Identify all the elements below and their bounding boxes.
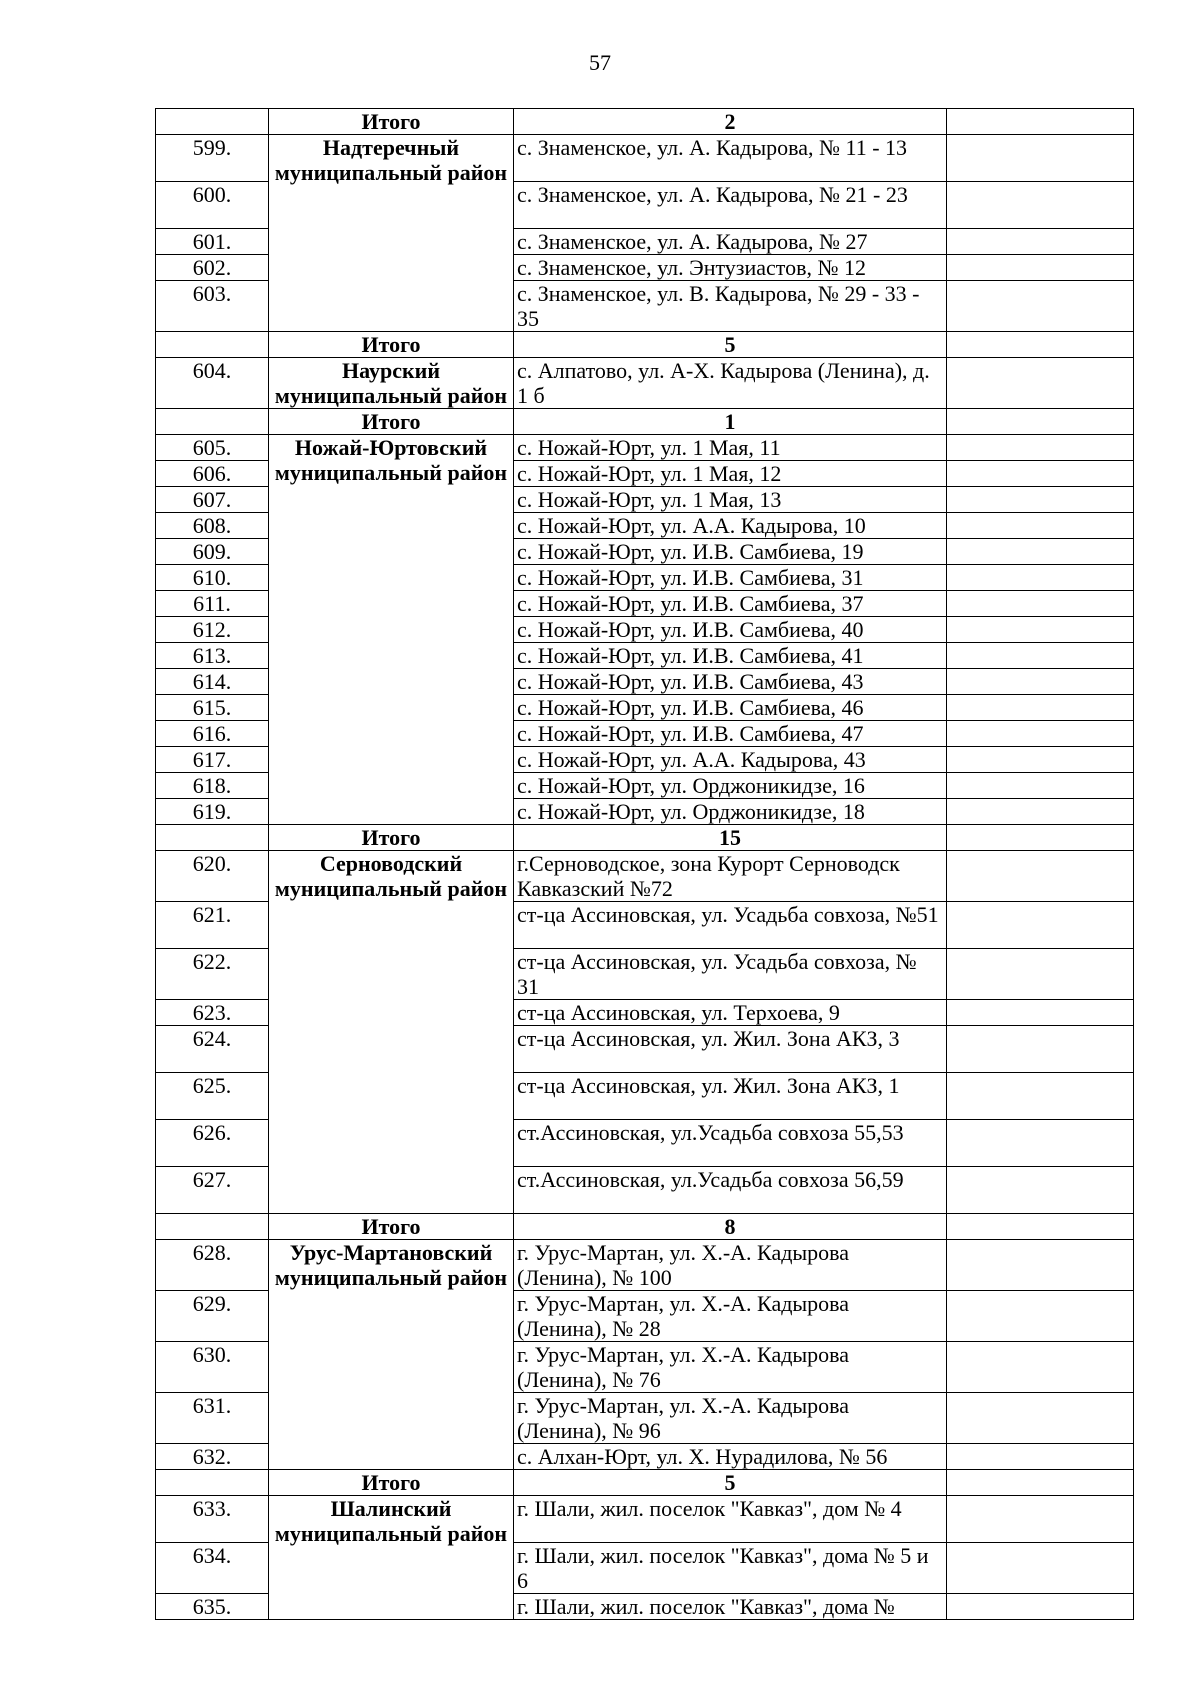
total-label: Итого	[269, 825, 514, 851]
row-number: 606.	[156, 461, 269, 487]
row-number: 600.	[156, 182, 269, 229]
note-cell	[947, 825, 1134, 851]
note-cell	[947, 513, 1134, 539]
address-cell: г.Серноводское, зона Курорт Серноводск Кавказский №72	[514, 851, 947, 902]
total-row	[156, 825, 1134, 851]
note-cell	[947, 461, 1134, 487]
total-label: Итого	[269, 409, 514, 435]
note-cell	[947, 255, 1134, 281]
note-cell	[947, 135, 1134, 182]
registry-table-body	[156, 109, 1134, 1620]
table-row	[156, 435, 1134, 461]
total-num-cell	[156, 825, 269, 851]
note-cell	[947, 695, 1134, 721]
district-name: Урус-Мартановский муниципальный район	[269, 1240, 514, 1470]
note-cell	[947, 109, 1134, 135]
table-row	[156, 358, 1134, 409]
row-number: 622.	[156, 949, 269, 1000]
total-label: Итого	[269, 1214, 514, 1240]
address-cell: г. Шали, жил. поселок "Кавказ", дома № 5 и 6	[514, 1543, 947, 1594]
row-number: 616.	[156, 721, 269, 747]
row-number: 607.	[156, 487, 269, 513]
note-cell	[947, 1342, 1134, 1393]
address-cell: ст-ца Ассиновская, ул. Жил. Зона АКЗ, 1	[514, 1073, 947, 1120]
row-number: 619.	[156, 799, 269, 825]
address-cell: с. Ножай-Юрт, ул. Орджоникидзе, 16	[514, 773, 947, 799]
address-cell: с. Знаменское, ул. В. Кадырова, № 29 - 33 - 35	[514, 281, 947, 332]
row-number: 629.	[156, 1291, 269, 1342]
total-value: 15	[514, 825, 947, 851]
row-number: 609.	[156, 539, 269, 565]
address-cell: ст-ца Ассиновская, ул. Жил. Зона АКЗ, 3	[514, 1026, 947, 1073]
row-number: 630.	[156, 1342, 269, 1393]
note-cell	[947, 1393, 1134, 1444]
address-cell: с. Алпатово, ул. А-Х. Кадырова (Ленина), д. 1 б	[514, 358, 947, 409]
note-cell	[947, 539, 1134, 565]
note-cell	[947, 1496, 1134, 1543]
note-cell	[947, 281, 1134, 332]
note-cell	[947, 435, 1134, 461]
row-number: 605.	[156, 435, 269, 461]
note-cell	[947, 332, 1134, 358]
note-cell	[947, 902, 1134, 949]
note-cell	[947, 851, 1134, 902]
address-cell: г. Урус-Мартан, ул. Х.-А. Кадырова (Ленина), № 28	[514, 1291, 947, 1342]
address-cell: г. Урус-Мартан, ул. Х.-А. Кадырова (Ленина), № 96	[514, 1393, 947, 1444]
row-number: 627.	[156, 1167, 269, 1214]
address-cell: г. Шали, жил. поселок "Кавказ", дом № 4	[514, 1496, 947, 1543]
note-cell	[947, 747, 1134, 773]
address-cell: с. Знаменское, ул. А. Кадырова, № 11 - 13	[514, 135, 947, 182]
note-cell	[947, 565, 1134, 591]
row-number: 613.	[156, 643, 269, 669]
note-cell	[947, 182, 1134, 229]
address-cell: ст-ца Ассиновская, ул. Усадьба совхоза, №51	[514, 902, 947, 949]
address-cell: г. Урус-Мартан, ул. Х.-А. Кадырова (Ленина), № 100	[514, 1240, 947, 1291]
table-row	[156, 135, 1134, 182]
note-cell	[947, 1594, 1134, 1620]
total-value: 2	[514, 109, 947, 135]
row-number: 635.	[156, 1594, 269, 1620]
total-row	[156, 1214, 1134, 1240]
address-cell: с. Ножай-Юрт, ул. А.А. Кадырова, 43	[514, 747, 947, 773]
total-num-cell	[156, 409, 269, 435]
row-number: 621.	[156, 902, 269, 949]
total-num-cell	[156, 332, 269, 358]
note-cell	[947, 617, 1134, 643]
address-cell: с. Ножай-Юрт, ул. А.А. Кадырова, 10	[514, 513, 947, 539]
note-cell	[947, 409, 1134, 435]
row-number: 633.	[156, 1496, 269, 1543]
row-number: 625.	[156, 1073, 269, 1120]
table-row	[156, 1496, 1134, 1543]
address-cell: с. Ножай-Юрт, ул. И.В. Самбиева, 19	[514, 539, 947, 565]
row-number: 618.	[156, 773, 269, 799]
address-cell: с. Ножай-Юрт, ул. И.В. Самбиева, 47	[514, 721, 947, 747]
address-cell: с. Ножай-Юрт, ул. И.В. Самбиева, 46	[514, 695, 947, 721]
note-cell	[947, 1214, 1134, 1240]
note-cell	[947, 1167, 1134, 1214]
note-cell	[947, 1240, 1134, 1291]
total-num-cell	[156, 1470, 269, 1496]
row-number: 626.	[156, 1120, 269, 1167]
row-number: 617.	[156, 747, 269, 773]
note-cell	[947, 1470, 1134, 1496]
district-name: Серноводский муниципальный район	[269, 851, 514, 1214]
address-cell: с. Ножай-Юрт, ул. 1 Мая, 11	[514, 435, 947, 461]
row-number: 612.	[156, 617, 269, 643]
note-cell	[947, 669, 1134, 695]
address-cell: с. Ножай-Юрт, ул. 1 Мая, 12	[514, 461, 947, 487]
row-number: 615.	[156, 695, 269, 721]
total-row	[156, 1470, 1134, 1496]
note-cell	[947, 721, 1134, 747]
row-number: 599.	[156, 135, 269, 182]
row-number: 614.	[156, 669, 269, 695]
note-cell	[947, 773, 1134, 799]
row-number: 632.	[156, 1444, 269, 1470]
district-name: Шалинский муниципальный район	[269, 1496, 514, 1620]
address-cell: ст-ца Ассиновская, ул. Терхоева, 9	[514, 1000, 947, 1026]
address-cell: с. Ножай-Юрт, ул. И.В. Самбиева, 31	[514, 565, 947, 591]
total-label: Итого	[269, 332, 514, 358]
total-row	[156, 109, 1134, 135]
district-name: Надтеречный муниципальный район	[269, 135, 514, 332]
address-cell: г. Шали, жил. поселок "Кавказ", дома №	[514, 1594, 947, 1620]
address-cell: с. Ножай-Юрт, ул. И.В. Самбиева, 37	[514, 591, 947, 617]
note-cell	[947, 591, 1134, 617]
address-cell: с. Алхан-Юрт, ул. Х. Нурадилова, № 56	[514, 1444, 947, 1470]
note-cell	[947, 358, 1134, 409]
note-cell	[947, 1026, 1134, 1073]
address-cell: с. Знаменское, ул. Энтузиастов, № 12	[514, 255, 947, 281]
note-cell	[947, 799, 1134, 825]
total-value: 8	[514, 1214, 947, 1240]
note-cell	[947, 949, 1134, 1000]
note-cell	[947, 643, 1134, 669]
note-cell	[947, 1291, 1134, 1342]
total-value: 1	[514, 409, 947, 435]
row-number: 634.	[156, 1543, 269, 1594]
note-cell	[947, 1444, 1134, 1470]
row-number: 611.	[156, 591, 269, 617]
note-cell	[947, 229, 1134, 255]
row-number: 620.	[156, 851, 269, 902]
row-number: 631.	[156, 1393, 269, 1444]
total-row	[156, 409, 1134, 435]
address-cell: г. Урус-Мартан, ул. Х.-А. Кадырова (Ленина), № 76	[514, 1342, 947, 1393]
table-row	[156, 851, 1134, 902]
district-name: Ножай-Юртовский муниципальный район	[269, 435, 514, 825]
address-cell: ст-ца Ассиновская, ул. Усадьба совхоза, № 31	[514, 949, 947, 1000]
total-value: 5	[514, 332, 947, 358]
note-cell	[947, 487, 1134, 513]
address-cell: с. Ножай-Юрт, ул. И.В. Самбиева, 40	[514, 617, 947, 643]
row-number: 603.	[156, 281, 269, 332]
row-number: 628.	[156, 1240, 269, 1291]
district-name: Наурский муниципальный район	[269, 358, 514, 409]
address-cell: ст.Ассиновская, ул.Усадьба совхоза 56,59	[514, 1167, 947, 1214]
row-number: 610.	[156, 565, 269, 591]
total-row	[156, 332, 1134, 358]
note-cell	[947, 1073, 1134, 1120]
row-number: 604.	[156, 358, 269, 409]
registry-table	[155, 108, 1134, 1620]
row-number: 624.	[156, 1026, 269, 1073]
total-label: Итого	[269, 109, 514, 135]
total-value: 5	[514, 1470, 947, 1496]
note-cell	[947, 1543, 1134, 1594]
address-cell: с. Знаменское, ул. А. Кадырова, № 21 - 23	[514, 182, 947, 229]
page-number: 57	[589, 50, 611, 75]
row-number: 602.	[156, 255, 269, 281]
total-num-cell	[156, 109, 269, 135]
row-number: 601.	[156, 229, 269, 255]
note-cell	[947, 1120, 1134, 1167]
note-cell	[947, 1000, 1134, 1026]
address-cell: ст.Ассиновская, ул.Усадьба совхоза 55,53	[514, 1120, 947, 1167]
address-cell: с. Ножай-Юрт, ул. И.В. Самбиева, 41	[514, 643, 947, 669]
total-num-cell	[156, 1214, 269, 1240]
address-cell: с. Ножай-Юрт, ул. 1 Мая, 13	[514, 487, 947, 513]
address-cell: с. Ножай-Юрт, ул. Орджоникидзе, 18	[514, 799, 947, 825]
row-number: 608.	[156, 513, 269, 539]
address-cell: с. Знаменское, ул. А. Кадырова, № 27	[514, 229, 947, 255]
total-label: Итого	[269, 1470, 514, 1496]
table-row	[156, 1240, 1134, 1291]
address-cell: с. Ножай-Юрт, ул. И.В. Самбиева, 43	[514, 669, 947, 695]
row-number: 623.	[156, 1000, 269, 1026]
